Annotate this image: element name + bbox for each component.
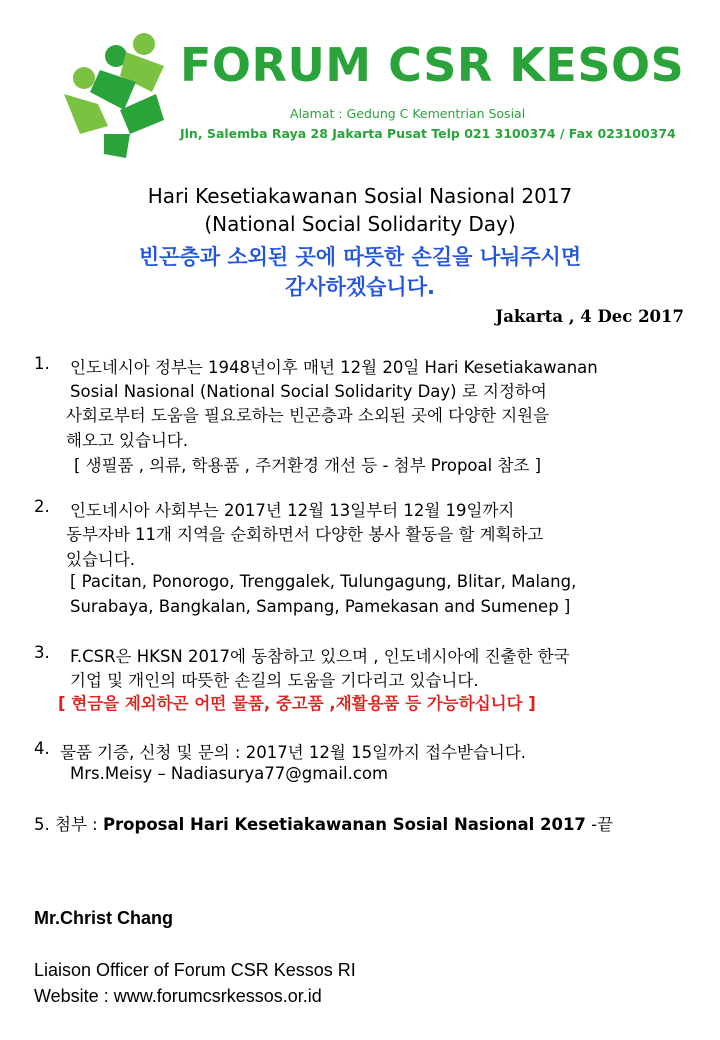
- item-number: 2.: [34, 497, 50, 516]
- contact-line: Mrs.Meisy – Nadiasurya77@gmail.com: [70, 764, 389, 783]
- item-number: 3.: [34, 643, 50, 662]
- item-line: 인도네시아 정부는 1948년이후 매년 12월 20일 Hari Kesetiakawanan: [70, 358, 598, 377]
- signatory-name: Mr.Christ Chang: [34, 908, 174, 928]
- attachment-title: Proposal Hari Kesetiakawanan Sosial Nasional 2017: [102, 815, 586, 834]
- item-line: 있습니다.: [66, 550, 136, 569]
- item-line: 동부자바 11개 지역을 순회하면서 다양한 봉사 활동을 할 계획하고: [66, 525, 544, 544]
- address-line-1: Alamat : Gedung C Kementrian Sosial: [290, 106, 526, 121]
- people-hands-logo-icon: [60, 30, 172, 160]
- address-line-2: Jln, Salemba Raya 28 Jakarta Pusat Telp 021 3100374 / Fax 023100374: [180, 126, 676, 141]
- item-line: 인도네시아 사회부는 2017년 12월 13일부터 12월 19일까지: [70, 501, 515, 520]
- letter-date: Jakarta , 4 Dec 2017: [495, 307, 684, 326]
- title-line-2: (National Social Solidarity Day): [204, 212, 516, 236]
- korean-title-line-1: 빈곤층과 소외된 곳에 따뜻한 손길을 나눠주시면: [138, 245, 582, 269]
- attachment-suffix: -끝: [585, 815, 614, 834]
- item-line: [ Pacitan, Ponorogo, Trenggalek, Tulungagung, Blitar, Malang,: [70, 572, 577, 591]
- attachment-prefix: 첨부 :: [55, 815, 103, 834]
- item-number: 4.: [34, 739, 50, 758]
- korean-title-line-2: 감사하겠습니다.: [285, 275, 435, 299]
- item-attachment: [34, 811, 613, 835]
- item-line: 사회로부터 도움을 필요로하는 빈곤층과 소외된 곳에 다양한 지원을: [66, 406, 550, 425]
- item-line: F.CSR은 HKSN 2017에 동참하고 있으며 , 인도네시아에 진출한 한국: [70, 647, 570, 666]
- item-line: [ 생필품 , 의류, 학용품 , 주거환경 개선 등 - 첨부 Propoal 참조 ]: [74, 456, 542, 475]
- item-line: Sosial Nasional (National Social Solidarity Day) 로 지정하여: [70, 382, 547, 401]
- signatory-role: Liaison Officer of Forum CSR Kessos RI: [34, 960, 356, 980]
- title-line-1: Hari Kesetiakawanan Sosial Nasional 2017: [147, 184, 573, 208]
- org-name: FORUM CSR KESOS: [180, 38, 685, 92]
- item-number: 5.: [34, 815, 50, 834]
- item-line: 기업 및 개인의 따뜻한 손길의 도움을 기다리고 있습니다.: [70, 671, 479, 690]
- website-line: Website : www.forumcsrkessos.or.id: [34, 986, 322, 1006]
- item-line: 해오고 있습니다.: [66, 431, 189, 450]
- item-number: 1.: [34, 354, 50, 373]
- item-line: Surabaya, Bangkalan, Sampang, Pamekasan and Sumenep ]: [70, 597, 571, 616]
- item-line: 물품 기증, 신청 및 문의 : 2017년 12월 15일까지 접수받습니다.: [60, 743, 527, 762]
- highlight-note: [ 현금을 제외하곤 어떤 물품, 중고품 ,재활용품 등 가능하십니다 ]: [58, 694, 536, 713]
